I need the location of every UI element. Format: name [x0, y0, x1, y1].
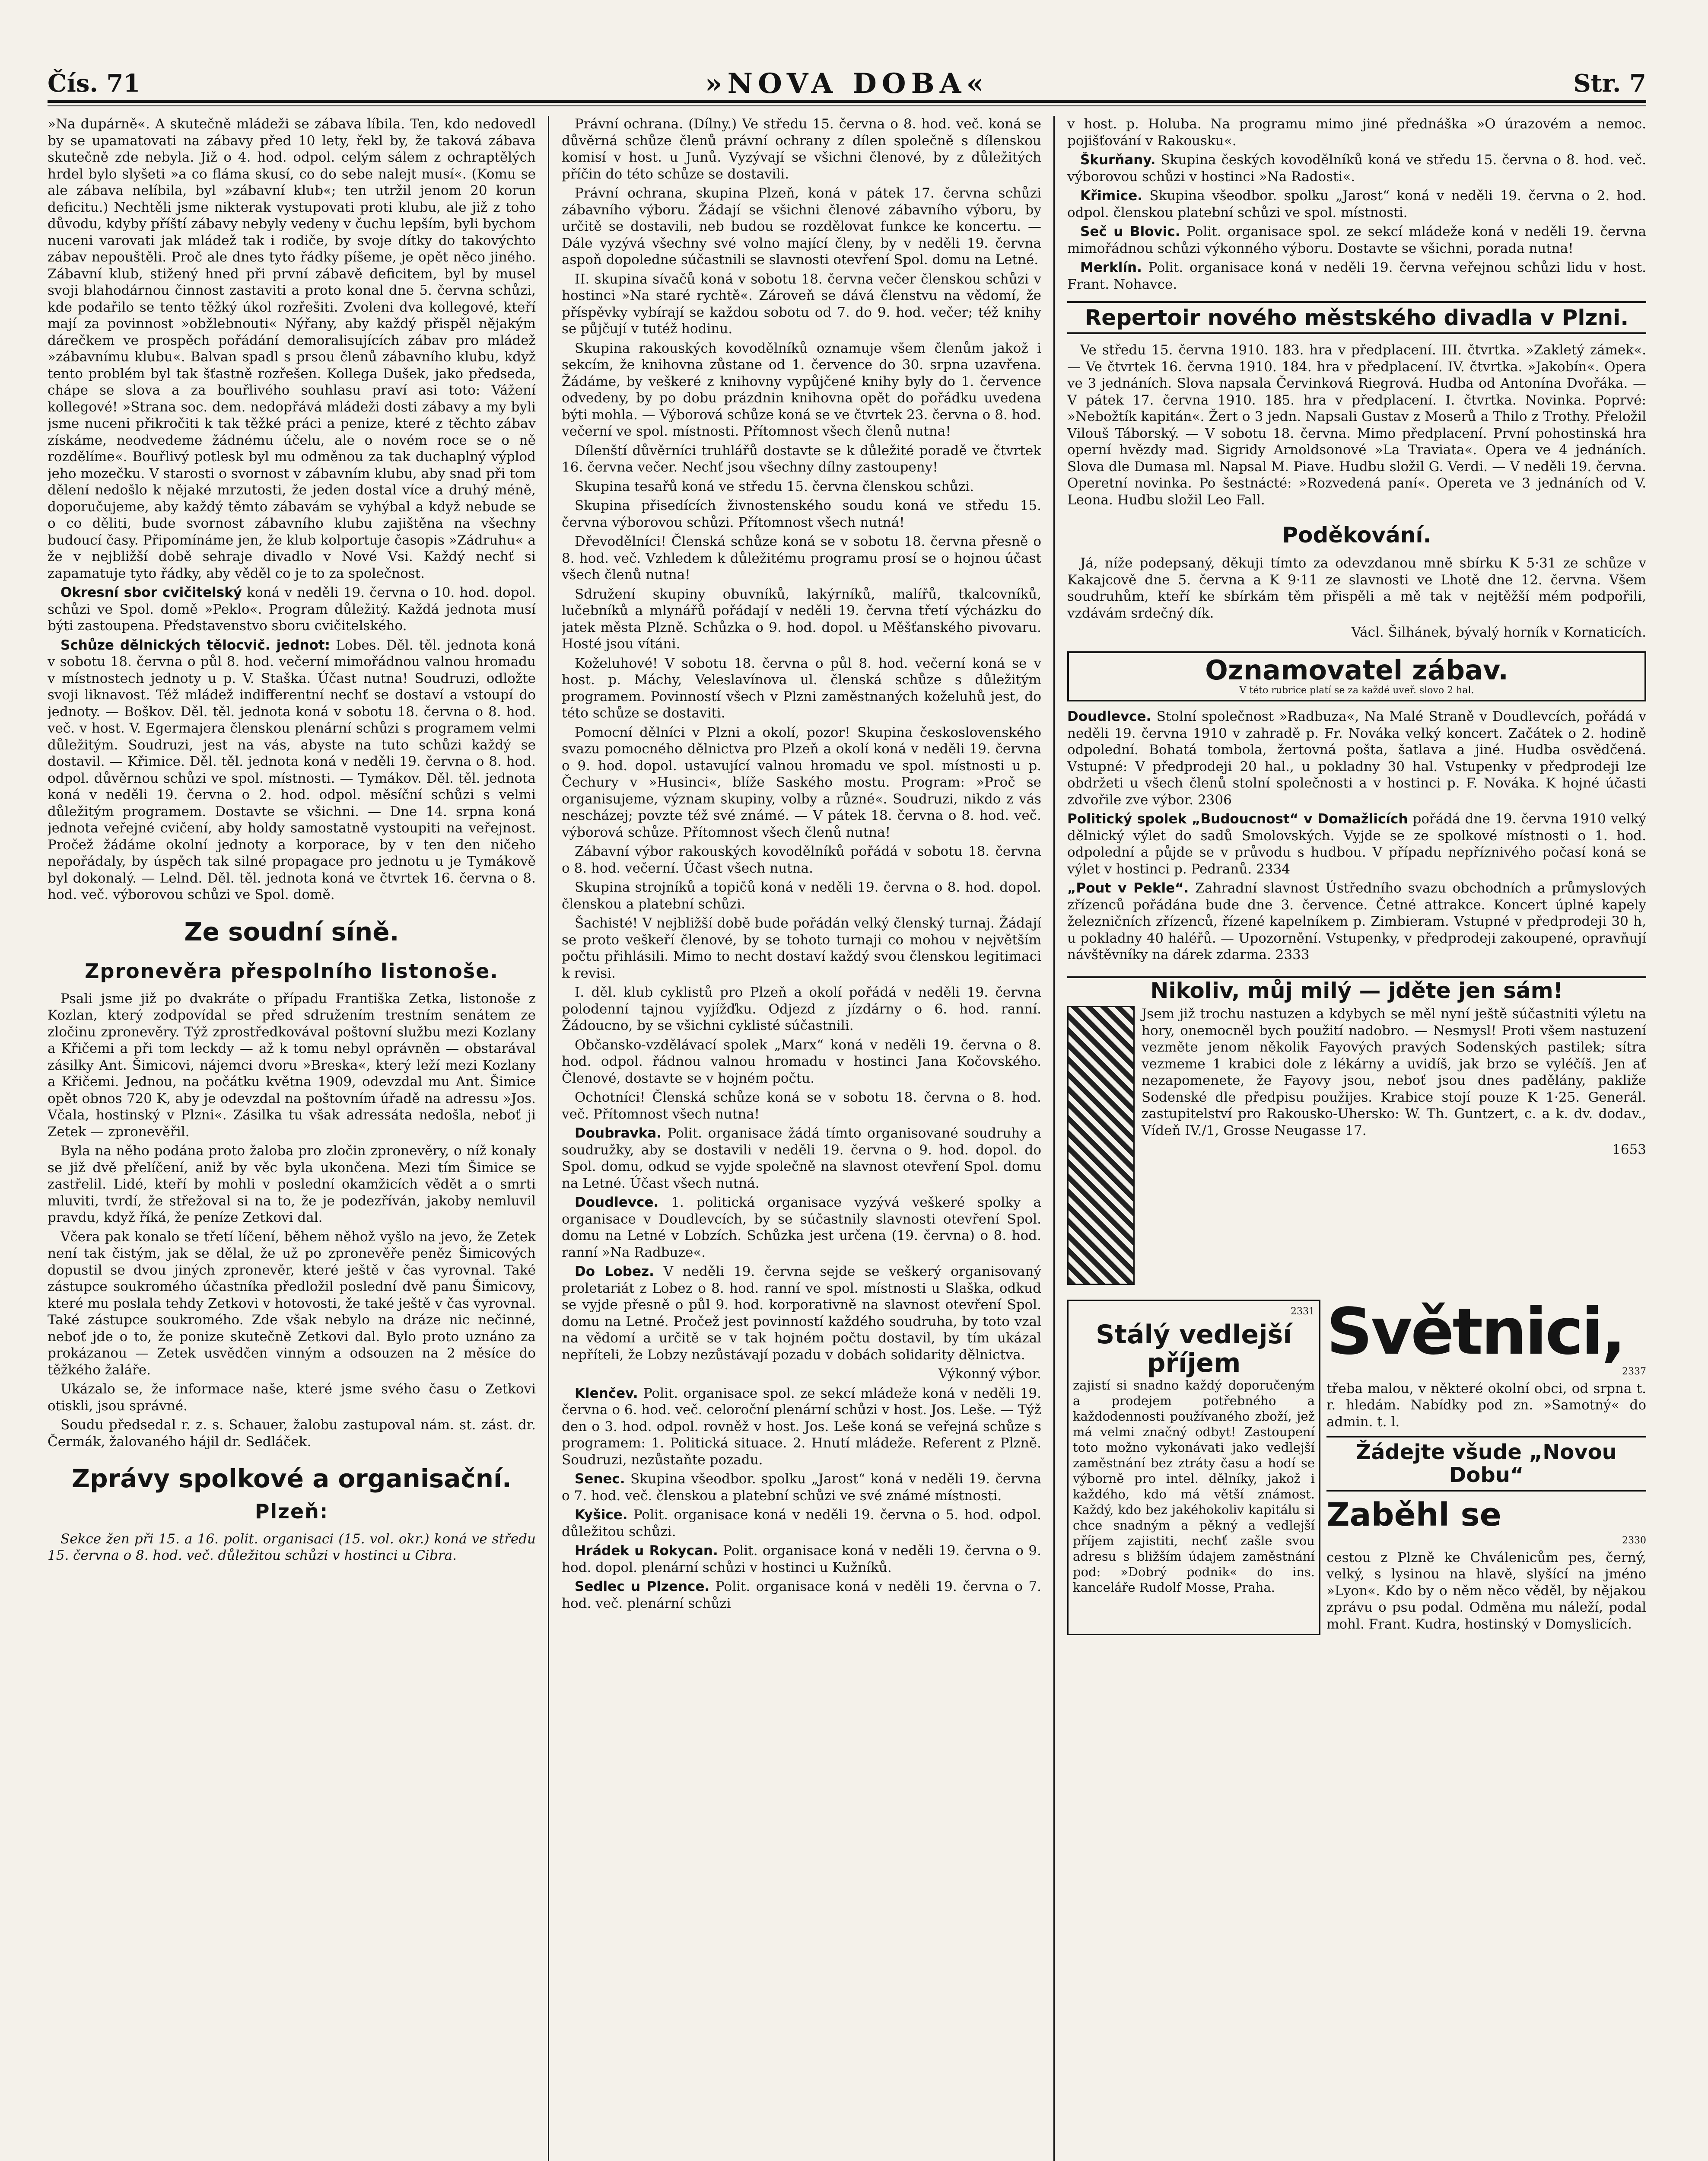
notice-text: Sdružení skupiny obuvníků, lakýrníků, malířů, tkalcovníků, lučebníků a mlynářů pořádají v neděli 19. června třetí výcházku do jatek města Plzně. Schůzka o 9. hod. dopol. u Měšťanského pivovaru. Hosté jsou vítáni. [562, 586, 1041, 652]
notice-text: V neděli 19. června sejde se veškerý organisovaný proletariát z Lobez o 8. hod. ranní ve spol. místnosti u Slaška, odkud se vyjde přesně o půl 9. hod. korporativně na slavnost otevření Spol. domu na Letné. Pročež jest povinností každého soudruha, by toto vzal na vědomí a určitě se v tak hojném počtu dostavil, by tím ukázal nepříteli, že Lobzy nezůstávají pozadu v dobách solidarity dělnictva. [562, 1264, 1041, 1363]
notice-signature: Výkonný výbor. [938, 1366, 1041, 1382]
income-ad [1067, 1300, 1320, 1635]
notice-text: Právní ochrana. (Dílny.) Ve středu 15. června o 8. hod. več. koná se důvěrná schůze členů právní ochrany z dílen společně s dílenskou komisí v host. u Junů. Vyzývají se všichni členové, by z důležitých příčin do této schůze se dostavili. [562, 116, 1041, 182]
notice-text: Polit. organisace koná v neděli 19. června o 5. hod. odpol. důležitou schůzi. [562, 1507, 1041, 1539]
notice-lead: Hrádek u Rokycan. [575, 1543, 718, 1559]
notice-text: Občansko-vzdělávací spolek „Marx“ koná v neděli 19. června o 8. hod. odpol. řádnou valnou hromadu v hostinci Jana Kočovského. Členové, dostavte se v hojném počtu. [562, 1037, 1041, 1086]
notice [562, 1194, 1041, 1261]
header-rule-thin [48, 105, 1646, 106]
notice-text: Polit. organisace žádá tímto organisované soudruhy a soudružky, aby se dostavili v neděli 19. června o 9. hod. dopol. do Spol. domu, odkud se vyjde společně na slavnost otevření Spol. domu na Letné. Účast všech nutná. [562, 1125, 1041, 1191]
notice [562, 1543, 1041, 1576]
decorative-pattern [1067, 1006, 1135, 1285]
notice-lead: Merklín. [1080, 260, 1142, 275]
notice-lead: Do Lobez. [575, 1264, 654, 1279]
article-text: Včera pak konalo se třetí líčení, během něhož vyšlo na jevo, že Zetek není tak čistým, jak se dělal, že už po zpronevěře peněz Šimicových dopustil se dvou jiných zpronevěr, které ještě v čas vyrovnal. Také zástupce soukromého účastníka předložil poslední dvě panu Šimicovy, které mu poslala tehdy Zetkovi v hotovosti, že také ještě v čas vyrovnal. Také zástupce soukromého. Zde však nebylo na dráze nic nečinné, neboť jde o to, že ponize skutečně Zetkovi dal. Bylo proto uznáno za prokázanou — Zetek usvědčen vinným a odsouzen na 2 měsíce do těžkého žaláře. [48, 1229, 536, 1378]
article-text: »Na dupárně«. A skutečně mládeži se zábava líbila. Ten, kdo nedovedl by se upamatovati na zábavy před 10 lety, řekl by, že taková zábava skutečně zde nebyla. Již o 4. hod. odpol. celým sálem z ochraptělých hrdel bylo slyšeti »a co fláma skusí, co do sebe nalejt musí«. (Komu se ale zábava nelíbila, byl »zábavní klub«; ten utržil jenom 20 korun deficitu.) Nechtěli jsme nikterak vystupovati proti klubu, ale již z toho důvodu, kdyby příští zábavy nebyly vedeny v čuchu lepším, byli bychom nuceni varovati jak mládež tak i rodiče, by svoje dítky do takovýchto zábav nepouštěli. Proč ale dnes tyto řádky píšeme, je opět něco jiného. Zábavní klub, stižený hned při první zábavě deficitem, byl by musel svoji blahodárnou činnost zastaviti a proto konal dne 5. června schůzi, kde podařilo se tento těžký úkol rozřešiti. Zvoleni dva kollegové, kteří mají za povinnost »obžlebnouti« Nýřany, aby každý přispěl nějakým dárečkem ve prospěch pořádání demoralisujících zábav pro mládež »zábavnímu klubu«. Balvan spadl s prsou členů zábavního klubu, když tento problém byl tak šťastně rozřešen. Kollega Dušek, jako předseda, chápe se slova a za bouřlivého souhlasu praví asi toto: Vážení kollegové! »Strana soc. dem. nedopřává mládeži dosti zábavy a my byli jsme nuceni přikročiti k tak těžké práci a penize, které z těchto zábav získáme, neodvedeme žádnému účelu, ale o novém roce se o ně rozdělíme«. Bouřlivý potlesk byl mu odměnou za tak duchaplný výplod jeho mozečku. V starosti o svornost v zábavním klubu, aby snad při tom dělení nedošlo k nějaké mrzutosti, že jeden dostal více a druhý méně, doporučujeme, aby každý těmto zábavám se vyhýbal a když nebude se o co děliti, bude svornost zábavního klubu zajištěna na všechny budoucí časy. Připomínáme jen, že klub kolportuje časopis »Zádruhu« a že v nejbližší době sehraje divadlo v Nové Vsi. Každý nechť si zapamatuje tyto řádky, aby věděl co je to za společnost. [48, 116, 536, 581]
ad-text: cestou z Plzně ke Chválenicům pes, černý, velký, s lysinou na hlavě, slyšící na jméno »Lyon«. Kdo by o něm něco věděl, by nějakou zprávu o psu podal. Odměna mu náleží, podal mohl. Frant. Kudra, hostinský v Domyslicích. [1326, 1549, 1646, 1632]
ad-text: třeba malou, v některé okolní obci, od srpna t. r. hledám. Nabídky pod zn. »Samotný« do admin. t. l. [1326, 1380, 1646, 1430]
notice [562, 1471, 1041, 1504]
ad-text: Stolní společnost »Radbuza«, Na Malé Straně v Doudlevcích, pořádá v neděli 19. června 1910 v zahradě p. Fr. Nováka velký koncert. Začátek o 2. hodině odpolední. Bohatá tombola, žertovná pošta, šatlava a jiné. Hudba osvědčená. Vstupné: V předprodeji 20 hal., u pokladny 30 hal. Vstupenky v předprodeji lze obdržeti u všech členů stolní společnosti a v hostinci p. F. Nováka. K hojné účasti zdvořile zve výbor. [1067, 709, 1646, 808]
section-heading: Zprávy spolkové a organisační. [72, 1464, 512, 1494]
article-text: Soudu předsedal r. z. s. Schauer, žalobu zastupoval nám. st. zást. dr. Čermák, žalovaného hájil dr. Sedláček. [48, 1417, 536, 1450]
notice-text: Polit. organisace spol. ze sekcí mládeže koná v neděli 19. června o 6. hod. več. celoroční plenární schůzi v host. Jos. Leše. — Týž den o 3. hod. odpol. rovněž v host. Jos. Leše koná se veřejná schůze s programem: 1. Politická situace. 2. Hnutí mládeže. Referent z Plzně. Soudruzi, nezůstaňte pozadu. [562, 1385, 1041, 1468]
notice-lead: Seč u Blovic. [1080, 224, 1180, 239]
theatre-heading: Repertoir nového městského divadla v Plzni. [1067, 301, 1646, 334]
ad-number: 1653 [1612, 1142, 1646, 1158]
entertainment-box [1067, 651, 1646, 702]
notice-text: Koželuhové! V sobotu 18. června o půl 8. hod. večerní koná se v host. p. Máchy, Veleslavínova ul. členská schůze s důležitým programem. Povinností všech v Plzni zaměstnaných koželuhů jest, do této schůze se dostaviti. [562, 655, 1041, 721]
notice-text: Právní ochrana, skupina Plzeň, koná v pátek 17. června schůzi zábavního výboru. Žádají se všichni členové zábavního výboru, by určitě se dostavili, neb budou se rozdělovat funkce ke koncertu. — Dále vyzývá všechny své volno mající členy, by v neděli 19. června aspoň dopoledne súčastnili se slavnosti otevření Spol. domu na Letné. [562, 185, 1041, 268]
article-text: Ukázalo se, že informace naše, které jsme svého času o Zetkovi otiskli, jsou správné. [48, 1381, 536, 1414]
city-heading: Plzeň: [254, 1500, 329, 1524]
column-1 [48, 116, 536, 2161]
ad-text: pořádá dne 19. června 1910 velký dělnický výlet do sadů Smolovských. Vyjde se ze spolkové místnosti o 1. hod. odpolední a půjde se v průvodu s hudbou. V případu nepříznivého počasí koná se výlet v hostinci p. Pedranů. [1067, 811, 1646, 877]
notice-text: Šachisté! V nejbližší době bude pořádán velký členský turnaj. Žádají se proto veškeří členové, by se tohoto turnaji co mohou v největším počtu přihlásili. Mimo to necht dostaví každý svou členskou legitimaci k revisi. [562, 915, 1041, 981]
page-number: Str. 7 [1573, 69, 1646, 98]
column-3 [1067, 116, 1646, 2161]
article-text: Psali jsme již po dvakráte o případu Františka Zetka, listonoše z Kozlan, který zodpovídal se před sdružením trestním senátem ze zločinu zpronevěry. Týž zprostředkovával poštovní službu mezi Kozlany a Křičemi a při tom leckdy — až k tomu nebyl oprávněn — obstarával zásilky Ant. Šimicovi, nájemci dvoru »Breska«, který leží mezi Kozlany a Křičemi. Jednou, na počátku května 1909, odevzdal mu Ant. Šimice opět obnos 720 K, aby je odevzdal na poštovním úřadě na adressu »Jos. Včala, hostinský v Plzni«. Zásilka tu však adressáta nedošla, neboť ji Zetek — zpronevěřil. [48, 991, 536, 1140]
notice-text: Polit. organisace koná v neděli 19. června o 9. hod. dopol. plenární schůzi v hostinci u Kužníků. [562, 1543, 1041, 1575]
notice-lead: Kyšice. [575, 1507, 628, 1523]
notice-text: Dílenští důvěrníci truhlářů dostavte se k důležité poradě ve čtvrtek 16. června večer. Nechť jsou všechny dílny zastoupeny! [562, 443, 1041, 475]
notice-text: Skupina rakouských kovodělníků oznamuje všem členům jakož i sekcím, že knihovna zůstane od 1. července do 30. srpna uzavřena. Žádáme, by veškeré z knihovny vypůjčené knihy byly do 1. července odvedeny, by po dobu prázdnin knihovna opět do pořádku uvedena býti mohla. — Výborová schůze koná se ve čtvrtek 23. června o 8. hod. večerní ve spol. místnosti. Přítomnost všech členů nutna! [562, 340, 1041, 439]
notice [48, 637, 536, 903]
ad-entry [1067, 880, 1646, 963]
thanks-heading: Poděkování. [1282, 523, 1431, 548]
notice-lead: Senec. [575, 1471, 625, 1487]
thanks-signature: Václ. Šilhánek, bývalý horník v Kornaticích. [1351, 625, 1646, 640]
notice-text: II. skupina sívačů koná v sobotu 18. června večer členskou schůzi v hostinci »Na staré rychtě«. Zároveň se dává členstvu na vědomí, že příspěvky vybírají se každou sobotu od 7. do 9. hod. večer; též knihy se půjčují v tutéž hodinu. [562, 271, 1041, 337]
notice-text: Pomocní dělníci v Plzni a okolí, pozor! Skupina československého svazu pomocného dělnictva pro Plzeň a okolí koná v neděli 19. června o 9. hod. dopol. ustavující valnou hromadu ve spol. místnosti u p. Čechury v »Husinci«, blíže Saského mostu. Program: »Proč se organisujeme, význam skupiny, volby a různé«. Soudruzi, nikdo z vás nescházej; povzte též své známé. — V pátek 18. června o 8. hod. več. výborová schůze. Přítomnost všech členů nutna! [562, 724, 1041, 840]
notice-text: Zábavní výbor rakouských kovodělníků pořádá v sobotu 18. června o 8. hod. večerní. Účast všech nutna. [562, 844, 1041, 876]
pastilles-ad [1067, 1006, 1646, 1288]
ad-number: 2334 [1256, 861, 1291, 877]
notice-text: Ochotníci! Členská schůze koná se v sobotu 18. června o 8. hod. več. Přítomnost všech nutna! [562, 1090, 1041, 1122]
notice [1067, 223, 1646, 257]
notice [48, 584, 536, 634]
notice-lead: Sedlec u Plzence. [575, 1579, 710, 1594]
column-divider [548, 116, 549, 2161]
ad-lead: „Pout v Pekle“. [1067, 880, 1189, 896]
notice-text: Skupina všeodbor. spolku „Jarost“ koná v neděli 19. června o 2. hod. odpol. členskou platební schůzi ve spol. místnosti. [1067, 188, 1646, 220]
notice [1067, 152, 1646, 185]
notice-text: Polit. organisace spol. ze sekcí mládeže koná v neděli 19. června mimořádnou schůzi výkonného výboru. Dostavte se všichni, porada nutna! [1067, 224, 1646, 256]
notice-lead: Křimice. [1080, 188, 1143, 204]
notice-text: I. děl. klub cyklistů pro Plzeň a okolí pořádá v neděli 19. června polodenní tajnou vyjížďku. Odjezd z jízdárny o 6. hod. ranní. Žádoucno, by se všichni cyklisté súčastnili. [562, 985, 1041, 1033]
notice-text: Skupina tesařů koná ve středu 15. června členskou schůzi. [575, 478, 974, 494]
notice [562, 1578, 1041, 1612]
ad-text: Jsem již trochu nastuzen a kdybych se měl nyní ještě súčastniti výletu na hory, onemocněl bych použití nadobro. — Nesmysl! Proti všem nastuzení vezměte jenom několik Fayových pravých Sodenských pastilek; sítra vezmeme 1 krabici dole z lékárny a uvidíš, jak brzo se vyléčíš. Jen ať nezapomenete, že Fayovy jsou, neboť jsou dnes padělány, pakliže Sodenské dle předpisu použijes. Krabice stojí pouze K 1·25. Generál. zastupitelství pro Rakousko-Uhersko: W. Th. Guntzert, c. a k. dv. dodav., Vídeň IV./1, Grosse Neugasse 17. [1142, 1006, 1646, 1138]
notice-lead: Doubravka. [575, 1125, 662, 1141]
notice-text: Polit. organisace koná v neděli 19. června veřejnou schůzi lidu v host. Frant. Nohavce. [1067, 260, 1646, 292]
newspaper-title: »NOVA DOBA« [705, 67, 989, 100]
notice-text: 1. politická organisace vyzývá veškeré spolky a organisace v Doudlevcích, by se súčastnily slavnosti otevření Spol. domu na Letné v Lobzích. Schůzka jest určena (19. června) o 8. hod. ranní »Na Radbuze«. [562, 1195, 1041, 1260]
notice-lead: Schůze dělnických tělocvič. jednot: [60, 637, 331, 653]
article-text: Byla na něho podána proto žaloba pro zločin zpronevěry, o níž konaly se již dvě přelíčení, aniž by věc byla ukončena. Mezi tím Šimice se zastřelil. Lidé, kteří by mohli v poslední okamžicích vědět a o smrti mluviti, tvrdí, že střežoval si na to, že je podezříván, jakoby nemluvil pravdu, když říká, že peníze Zetkovi dal. [48, 1143, 536, 1226]
promo-heading: Žádejte všude „Novou Dobu“ [1326, 1436, 1646, 1492]
notice-text: Skupina strojníků a topičů koná v neděli 19. června o 8. hod. dopol. členskou a platební schůzi. [562, 880, 1041, 912]
notice [562, 1263, 1041, 1363]
entertainment-subheading: V této rubrice platí se za každé uveř. slovo 2 hal. [1239, 685, 1474, 696]
notice-lead: Okresní sbor cvičitelský [60, 585, 242, 600]
small-ads [1326, 1294, 1646, 1635]
section-heading: Ze soudní síně. [184, 917, 399, 947]
notice-lead: Klenčev. [575, 1385, 638, 1401]
notice-text: Skupina českých kovodělníků koná ve středu 15. června o 8. hod. več. výborovou schůzi v hostinci »Na Radosti«. [1067, 152, 1646, 185]
lost-dog-heading: Zaběhl se [1326, 1496, 1501, 1533]
ad-lead: Doudlevce. [1067, 709, 1151, 725]
notice-lead: Škurňany. [1080, 152, 1156, 168]
article-heading: Zpronevěra přespolního listonoše. [85, 959, 499, 983]
notice-text: Lobes. Děl. těl. jednota koná v sobotu 18. června o půl 8. hod. večerní mimořádnou valnou hromadu v místnostech jednoty u p. V. Staška. Účast nutna! Soudruzi, odložte svoji liknavost. Též mládež indifferentní nechť se dostaví a vstoupí do jednoty. — Boškov. Děl. těl. jednota koná v sobotu 18. června o 8. hod. več. v host. V. Egermajera členskou plenární schůzi s programem velmi důležitým. Soudruzi, jest na vás, abyste na tuto schůzi každý se dostavil. — Křimice. Děl. těl. jednota koná v neděli 19. června o 8. hod. odpol. důvěrnou schůzi ve spol. místnosti. — Tymákov. Děl. těl. jednota koná v neděli 19. června o 2. hod. odpol. měsíční schůzi s velmi důležitým programem. Dostavte se všichni. — Dne 14. srpna koná jednota veřejné cvičení, aby holdy samostatně vystoupiti na veřejnost. Pročež žádáme okolní jednoty a korporace, by v ten den ničeho nepořádaly, by úspěch tak silné propagace pro jednotu u je Tymákově byl dokonalý. — Lelnd. Děl. těl. jednota koná ve čtvrtek 16. června o 8. hod. več. výborovou schůzi ve Spol. domě. [48, 637, 536, 902]
notice [562, 1125, 1041, 1192]
notice-text: v host. p. Holuba. Na programu mimo jiné přednáška »O úrazovém a nemoc. pojišťování v Rakousku«. [1067, 116, 1646, 149]
ad-text: Zahradní slavnost Ústředního svazu obchodních a průmyslových zřízenců pořádána bude dne 3. července. Četné attrakce. Koncert úplné kapely železničních zřízenců, řízené kapelníkem p. Zimbieram. Vstupné v předprodeji 30 h, u pokladny 40 haléřů. — Upozornění. Vstupenky, v předprodeji zakoupené, opravňují návštěvníky na dárek zdarma. [1067, 880, 1646, 963]
notice-lead: Doudlevce. [575, 1195, 659, 1210]
issue-number: Čís. 71 [48, 69, 140, 98]
notice-text: koná v neděli 19. června o 10. hod. dopol. schůzi ve Spol. domě »Peklo«. Program důležitý. Každá jednota musí býti zastoupena. Představenstvo sboru cvičitelského. [48, 585, 536, 634]
ad-number: 2306 [1197, 792, 1232, 808]
ad-entry [1067, 811, 1646, 877]
thanks-text: Já, níže podepsaný, děkuji tímto za odevzdanou mně sbírku K 5·31 ze schůze v Kakajcově dne 5. června a K 9·11 ze slavnosti ve Lhotě dne 12. června. Všem soudruhům, kteří ke sbírkám těm přispěli a mě tak v nejtěžší mém podpořili, vzdávám srdečný dík. [1067, 555, 1646, 621]
classified-ads [1067, 1294, 1646, 1635]
notice-text: Skupina přisedících živnostenského soudu koná ve středu 15. června výborovou schůzi. Přítomnost všech nutná! [562, 498, 1041, 530]
notice-text: Sekce žen při 15. a 16. polit. organisaci (15. vol. okr.) koná ve středu 15. června o 8. hod. več. důležitou schůzi v hostinci u Cibra. [48, 1531, 536, 1564]
notice [562, 1385, 1041, 1469]
room-ad-heading: Světnici, [1326, 1294, 1624, 1369]
notice [1067, 188, 1646, 221]
ad-number: 2331 [1291, 1306, 1315, 1317]
ad-number: 2333 [1275, 947, 1310, 963]
ad-text: zajistí si snadno každý doporučeným a prodejem potřebného a každodennosti používaného zboží, jež má velmi značný odbyt! Zastoupení toto možno vykonávati jako vedlejší zaměstnání bez ztráty času a hodí se výborně pro intel. dělníky, jakož i každého, kdo má větší známost. Každý, kdo bez jakéhokoliv kapitálu si chce snadným a pěkný a vedlejší příjem zajistiti, nechť zašle svou adresu s bližším údajem zaměstnání pod: »Dobrý podnik« do ins. kanceláře Rudolf Mosse, Praha. [1073, 1377, 1315, 1595]
notice [562, 1507, 1041, 1540]
column-2 [562, 116, 1041, 2161]
notice [1067, 259, 1646, 293]
ad-number: 2337 [1622, 1366, 1646, 1377]
theatre-repertoire: Ve středu 15. června 1910. 183. hra v předplacení. III. čtvrtka. »Zakletý zámek«. — Ve čtvrtek 16. června 1910. 184. hra v předplacení. IV. čtvrtka. »Jakobín«. Opera ve 3 jednáních. Slova napsala Červinková Riegrová. Hudba od Antonína Dvořáka. — V pátek 17. června 1910. 185. hra v předplacení. I. čtvrtka. Novinka. Poprvé: »Nebožtík kapitán«. Žert o 3 jedn. Napsali Gustav z Moserů a Thilo z Trothy. Přeložil Vilouš Táborský. — V sobotu 18. června. Mimo předplacení. První pohostinská hra operní hvězdy mad. Sigridy Arnoldsonové »La Traviata«. Opera ve 4 jednáních. Slova dle Dumasa ml. Napsal M. Piave. Hudbu složil G. Verdi. — V neděli 19. června. Operetní novinka. Po šestnácté: »Rozvedená paní«. Opereta ve 3 jednáních od V. Leona. Hudbu složil Leo Fall. [1067, 342, 1646, 508]
ad-number: 2330 [1622, 1535, 1646, 1546]
pastilles-ad-heading: Nikoliv, můj milý — jděte jen sám! [1067, 976, 1646, 999]
notice-text: Skupina všeodbor. spolku „Jarost“ koná v neděli 19. června o 7. hod. več. členskou a platební schůzi ve své známé místnosti. [562, 1471, 1041, 1504]
page-header [48, 65, 1646, 104]
header-rule [48, 100, 1646, 103]
ad-lead: Politický spolek „Budoucnost“ v Domažlicích [1067, 811, 1408, 827]
column-divider [1053, 116, 1055, 2161]
income-ad-heading: Stálý vedlejší příjem [1096, 1319, 1292, 1378]
entertainment-heading: Oznamovatel zábav. [1205, 654, 1508, 686]
ad-entry [1067, 708, 1646, 808]
notice-text: Dřevodělníci! Členská schůze koná se v sobotu 18. června přesně o 8. hod. več. Vzhledem k důležitému programu prosí se o hojnou účast všech členů nutna! [562, 534, 1041, 583]
notice-text: Polit. organisace koná v neděli 19. června o 7. hod. več. plenární schůzi [562, 1579, 1041, 1611]
